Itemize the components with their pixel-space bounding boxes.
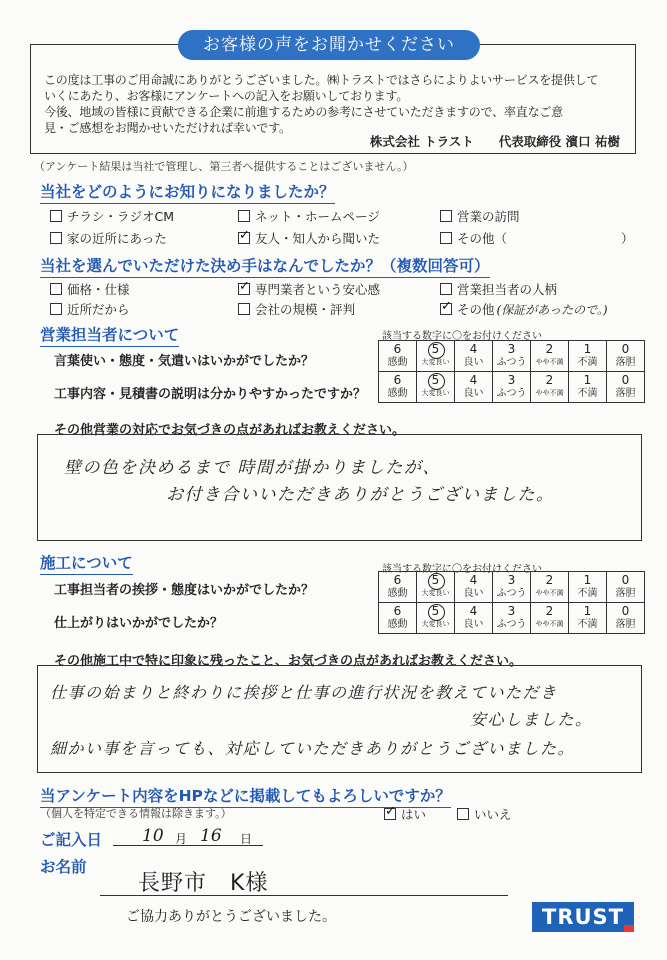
- checkbox[interactable]: [50, 303, 62, 315]
- sales-question-2: 工事内容・見積書の説明は分かりやすかったですか？: [54, 387, 367, 402]
- rating-label: 良い: [463, 588, 484, 599]
- rating-caption: 該当する数字に〇をお付けください: [382, 331, 542, 342]
- rating-cell[interactable]: [417, 372, 455, 403]
- checkbox[interactable]: [440, 283, 452, 295]
- rating-label: 大変良い: [421, 620, 450, 628]
- rating-cell[interactable]: [493, 603, 531, 634]
- rating-row: [379, 572, 645, 603]
- privacy-note: （アンケート結果は当社で管理し、第三者へ提供することはございません。）: [34, 160, 414, 173]
- rating-cell[interactable]: [379, 341, 417, 372]
- rating-cell[interactable]: [607, 372, 645, 403]
- rating-label: 良い: [463, 619, 484, 630]
- rating-row: [379, 341, 645, 372]
- rating-cell[interactable]: [455, 572, 493, 603]
- rating-label: ふつう: [496, 357, 527, 368]
- rating-number: 1: [583, 604, 592, 618]
- rating-number: 4: [469, 373, 478, 387]
- rating-number: 1: [583, 373, 592, 387]
- thanks-message: ご協力ありがとうございました。: [126, 909, 336, 925]
- rating-label: 感動: [387, 588, 408, 599]
- rating-number: 1: [583, 573, 592, 587]
- name-label: お名前: [40, 858, 87, 876]
- rating-label: やや不満: [535, 620, 564, 628]
- deciding-heading: 当社を選んでいただけた決め手はなんでしたか？（複数回答可）: [40, 254, 490, 278]
- checkbox-checked[interactable]: [238, 283, 250, 295]
- construction-comment-prompt: その他施工中で特に印象に残ったこと、お気づきの点があればお教えください。: [54, 654, 523, 669]
- rating-number: 4: [469, 342, 478, 356]
- rating-number: 3: [507, 373, 516, 387]
- rating-number: 3: [507, 342, 516, 356]
- rating-cell[interactable]: [455, 341, 493, 372]
- selected-circle: [428, 342, 445, 359]
- rating-cell[interactable]: [417, 572, 455, 603]
- sales-comment-line: 壁の色を決めるまで 時間が掛かりましたが、: [64, 458, 441, 478]
- rating-number: 6: [393, 373, 402, 387]
- publish-heading: 当アンケート内容をHPなどに掲載してもよろしいですか？: [40, 784, 451, 808]
- sales-comment-prompt: その他営業の対応でお気づきの点があればお教えください。: [54, 423, 406, 438]
- rating-number: 4: [469, 604, 478, 618]
- rating-label: 良い: [463, 388, 484, 399]
- rating-number: 0: [621, 604, 630, 618]
- checkbox-checked[interactable]: [384, 808, 396, 820]
- option-sales-visit[interactable]: 営業の訪問: [440, 207, 520, 225]
- rating-number: 2: [545, 573, 554, 587]
- rating-cell[interactable]: [493, 572, 531, 603]
- rating-label: 不満: [577, 588, 598, 599]
- rating-label: 落胆: [615, 588, 636, 599]
- rating-label: 良い: [463, 357, 484, 368]
- option-nearby[interactable]: 家の近所にあった: [50, 229, 167, 247]
- checkbox-checked[interactable]: [238, 232, 250, 244]
- rating-label: 不満: [577, 357, 598, 368]
- name-underline: [100, 895, 508, 896]
- rating-cell[interactable]: [455, 372, 493, 403]
- rating-number: 2: [545, 373, 554, 387]
- sales-comment-line: お付き合いいただきありがとうございました。: [166, 485, 555, 505]
- checkbox[interactable]: [50, 232, 62, 244]
- rating-label: 感動: [387, 357, 408, 368]
- checkbox[interactable]: [457, 808, 469, 820]
- rating-cell[interactable]: [531, 603, 569, 634]
- rating-cell[interactable]: [569, 372, 607, 403]
- sales-question-1: 言葉使い・態度・気遣いはいかがでしたか？: [54, 354, 315, 369]
- rating-label: 大変良い: [421, 389, 450, 397]
- rating-number: 5: [417, 374, 454, 387]
- date-month-unit: 月: [175, 832, 188, 846]
- intro-line: この度は工事のご用命誠にありがとうございました。㈱トラストではさらによりよいサービスを提供して: [44, 73, 599, 87]
- rating-label: ふつう: [496, 588, 527, 599]
- option-company-scale[interactable]: 会社の規模・評判: [238, 300, 355, 318]
- other-handwritten: (保証があったので。): [496, 302, 608, 317]
- intro-line: 見・ご感想をお聞かせいただければ幸いです。: [44, 121, 291, 135]
- construction-rating-table: [378, 571, 645, 634]
- rating-number: 1: [583, 342, 592, 356]
- checkbox[interactable]: [440, 232, 452, 244]
- checkbox[interactable]: [50, 283, 62, 295]
- rating-number: 3: [507, 604, 516, 618]
- rating-label: やや不満: [535, 389, 564, 397]
- publish-no[interactable]: いいえ: [457, 805, 512, 823]
- rating-cell[interactable]: [569, 341, 607, 372]
- rating-cell[interactable]: [417, 603, 455, 634]
- construction-comment-line: 安心しました。: [470, 710, 593, 729]
- option-specialist[interactable]: ✓ 専門業者という安心感: [238, 280, 380, 298]
- rating-number: 0: [621, 342, 630, 356]
- option-personality[interactable]: 営業担当者の人柄: [440, 280, 557, 298]
- rating-label: 不満: [577, 619, 598, 630]
- entry-date-label: ご記入日: [40, 831, 103, 849]
- rating-cell[interactable]: [607, 341, 645, 372]
- option-price[interactable]: 価格・仕様: [50, 280, 130, 298]
- logo-accent: [624, 925, 634, 932]
- intro-line: 今後、地域の皆様に貢献できる企業に前進するための参考にさせていただきますので、率直なご意: [44, 105, 563, 119]
- construction-question-1: 工事担当者の挨拶・態度はいかがでしたか？: [54, 583, 315, 598]
- rating-label: ふつう: [496, 388, 527, 399]
- rating-label: 感動: [387, 388, 408, 399]
- rating-cell[interactable]: [531, 341, 569, 372]
- sales-rating-table: [378, 340, 645, 403]
- construction-comment-line: 細かい事を言っても、対応していただきありがとうございました。: [50, 739, 576, 758]
- intro-text: [44, 72, 629, 136]
- name-value[interactable]: 長野市 K様: [138, 871, 269, 896]
- rating-label: 落胆: [615, 619, 636, 630]
- rating-label: 大変良い: [421, 589, 450, 597]
- rating-cell[interactable]: [379, 372, 417, 403]
- checkbox[interactable]: [238, 210, 250, 222]
- checkbox-checked[interactable]: [440, 303, 452, 315]
- rating-label: 不満: [577, 388, 598, 399]
- rating-cell[interactable]: [379, 603, 417, 634]
- rating-label: やや不満: [535, 358, 564, 366]
- rating-number: 0: [621, 573, 630, 587]
- sales-heading: 営業担当者について: [40, 323, 179, 347]
- rating-row: [379, 603, 645, 634]
- rating-cell[interactable]: [531, 372, 569, 403]
- rating-cell[interactable]: [379, 572, 417, 603]
- rating-number: 3: [507, 573, 516, 587]
- rating-number: 6: [393, 573, 402, 587]
- selected-circle: [428, 604, 445, 621]
- option-other-2[interactable]: ✓ その他 (保証があったので。): [440, 300, 608, 318]
- option-friend[interactable]: ✓ 友人・知人から聞いた: [238, 229, 380, 247]
- rating-cell[interactable]: [493, 372, 531, 403]
- checkbox[interactable]: [238, 303, 250, 315]
- rating-number: 2: [545, 342, 554, 356]
- construction-question-2: 仕上がりはいかがでしたか？: [54, 616, 224, 631]
- how-known-heading: 当社をどのようにお知りになりましたか？: [40, 180, 335, 204]
- rating-cell[interactable]: [493, 341, 531, 372]
- rating-number: 5: [417, 343, 454, 356]
- option-other[interactable]: その他（: [440, 229, 507, 247]
- rating-number: 5: [417, 605, 454, 618]
- option-nearby-2[interactable]: 近所だから: [50, 300, 130, 318]
- rating-cell[interactable]: [417, 341, 455, 372]
- rating-cell[interactable]: [455, 603, 493, 634]
- option-flyer-radio[interactable]: チラシ・ラジオCM: [50, 207, 174, 225]
- survey-title: お客様の声をお聞かせください: [178, 30, 480, 60]
- rating-label: 感動: [387, 619, 408, 630]
- rating-number: 4: [469, 573, 478, 587]
- selected-circle: [428, 373, 445, 390]
- rating-row: [379, 372, 645, 403]
- rating-label: やや不満: [535, 589, 564, 597]
- rating-cell[interactable]: [569, 603, 607, 634]
- date-day-unit: 日: [240, 832, 253, 846]
- date-month[interactable]: 10: [142, 826, 164, 846]
- rating-number: 5: [417, 574, 454, 587]
- intro-line: いくにあたり、お客様にアンケートへの記入をお願いしております。: [44, 89, 409, 103]
- rating-label: 大変良い: [421, 358, 450, 366]
- rating-cell[interactable]: [531, 572, 569, 603]
- rating-number: 6: [393, 342, 402, 356]
- publish-note: （個人を特定できる情報は除きます。）: [40, 807, 232, 820]
- rating-cell[interactable]: [607, 603, 645, 634]
- rating-number: 0: [621, 373, 630, 387]
- checkbox[interactable]: [440, 210, 452, 222]
- publish-yes[interactable]: ✓ はい: [384, 805, 426, 823]
- selected-circle: [428, 573, 445, 590]
- rating-label: ふつう: [496, 619, 527, 630]
- trust-logo: TRUST: [532, 902, 634, 932]
- rating-number: 6: [393, 604, 402, 618]
- option-internet[interactable]: ネット・ホームページ: [238, 207, 380, 225]
- rating-cell[interactable]: [607, 572, 645, 603]
- rating-label: 落胆: [615, 388, 636, 399]
- date-day[interactable]: 16: [200, 826, 222, 846]
- rating-cell[interactable]: [569, 572, 607, 603]
- construction-heading: 施工について: [40, 551, 133, 575]
- other-close-paren: ）: [621, 231, 634, 246]
- rating-caption: 該当する数字に〇をお付けください: [382, 564, 542, 575]
- checkbox[interactable]: [50, 210, 62, 222]
- rating-number: 2: [545, 604, 554, 618]
- company-signature: 株式会社 トラスト 代表取締役 濱口 祐樹: [369, 134, 620, 149]
- construction-comment-line: 仕事の始まりと終わりに挨拶と仕事の進行状況を教えていただき: [50, 683, 558, 702]
- rating-label: 落胆: [615, 357, 636, 368]
